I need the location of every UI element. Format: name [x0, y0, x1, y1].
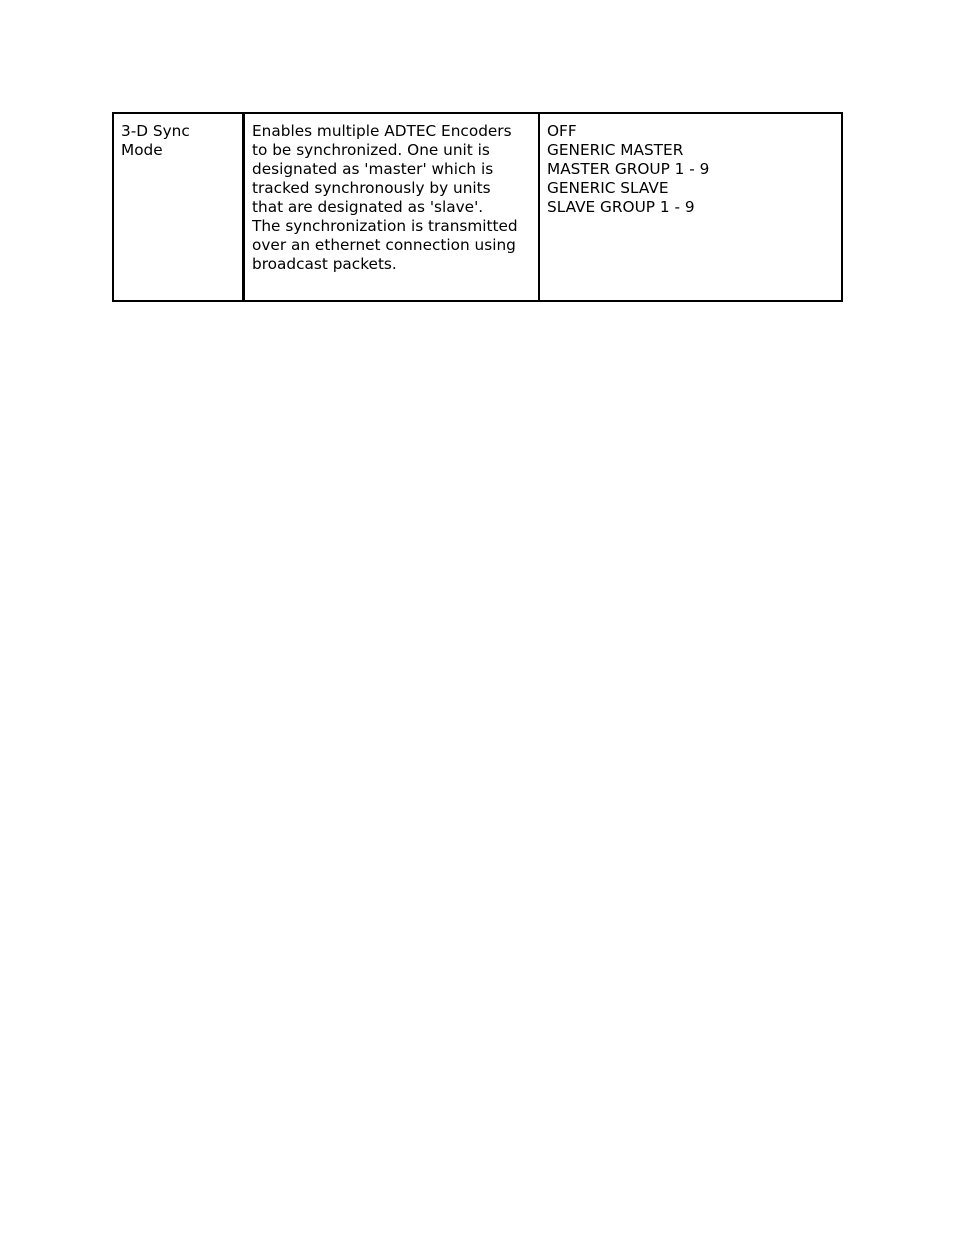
- description-line: to be synchronized. One unit is: [252, 141, 490, 159]
- description-line: that are designated as 'slave'.: [252, 198, 484, 216]
- value-option: GENERIC MASTER: [547, 141, 684, 159]
- value-option: GENERIC SLAVE: [547, 179, 669, 197]
- parameter-values-cell: [540, 114, 841, 300]
- description-line: broadcast packets.: [252, 255, 397, 273]
- value-option: OFF: [547, 122, 577, 140]
- parameter-name-line: 3-D Sync: [121, 122, 190, 140]
- parameter-name-line: Mode: [121, 141, 163, 159]
- parameter-description-cell: [245, 114, 540, 300]
- value-option: MASTER GROUP 1 - 9: [547, 160, 710, 178]
- description-line: Enables multiple ADTEC Encoders: [252, 122, 512, 140]
- description-line: The synchronization is transmitted: [252, 217, 518, 235]
- description-line: designated as 'master' which is: [252, 160, 494, 178]
- settings-table: [112, 112, 843, 302]
- parameter-name-cell: [114, 114, 245, 300]
- description-line: tracked synchronously by units: [252, 179, 491, 197]
- description-line: over an ethernet connection using: [252, 236, 516, 254]
- value-option: SLAVE GROUP 1 - 9: [547, 198, 695, 216]
